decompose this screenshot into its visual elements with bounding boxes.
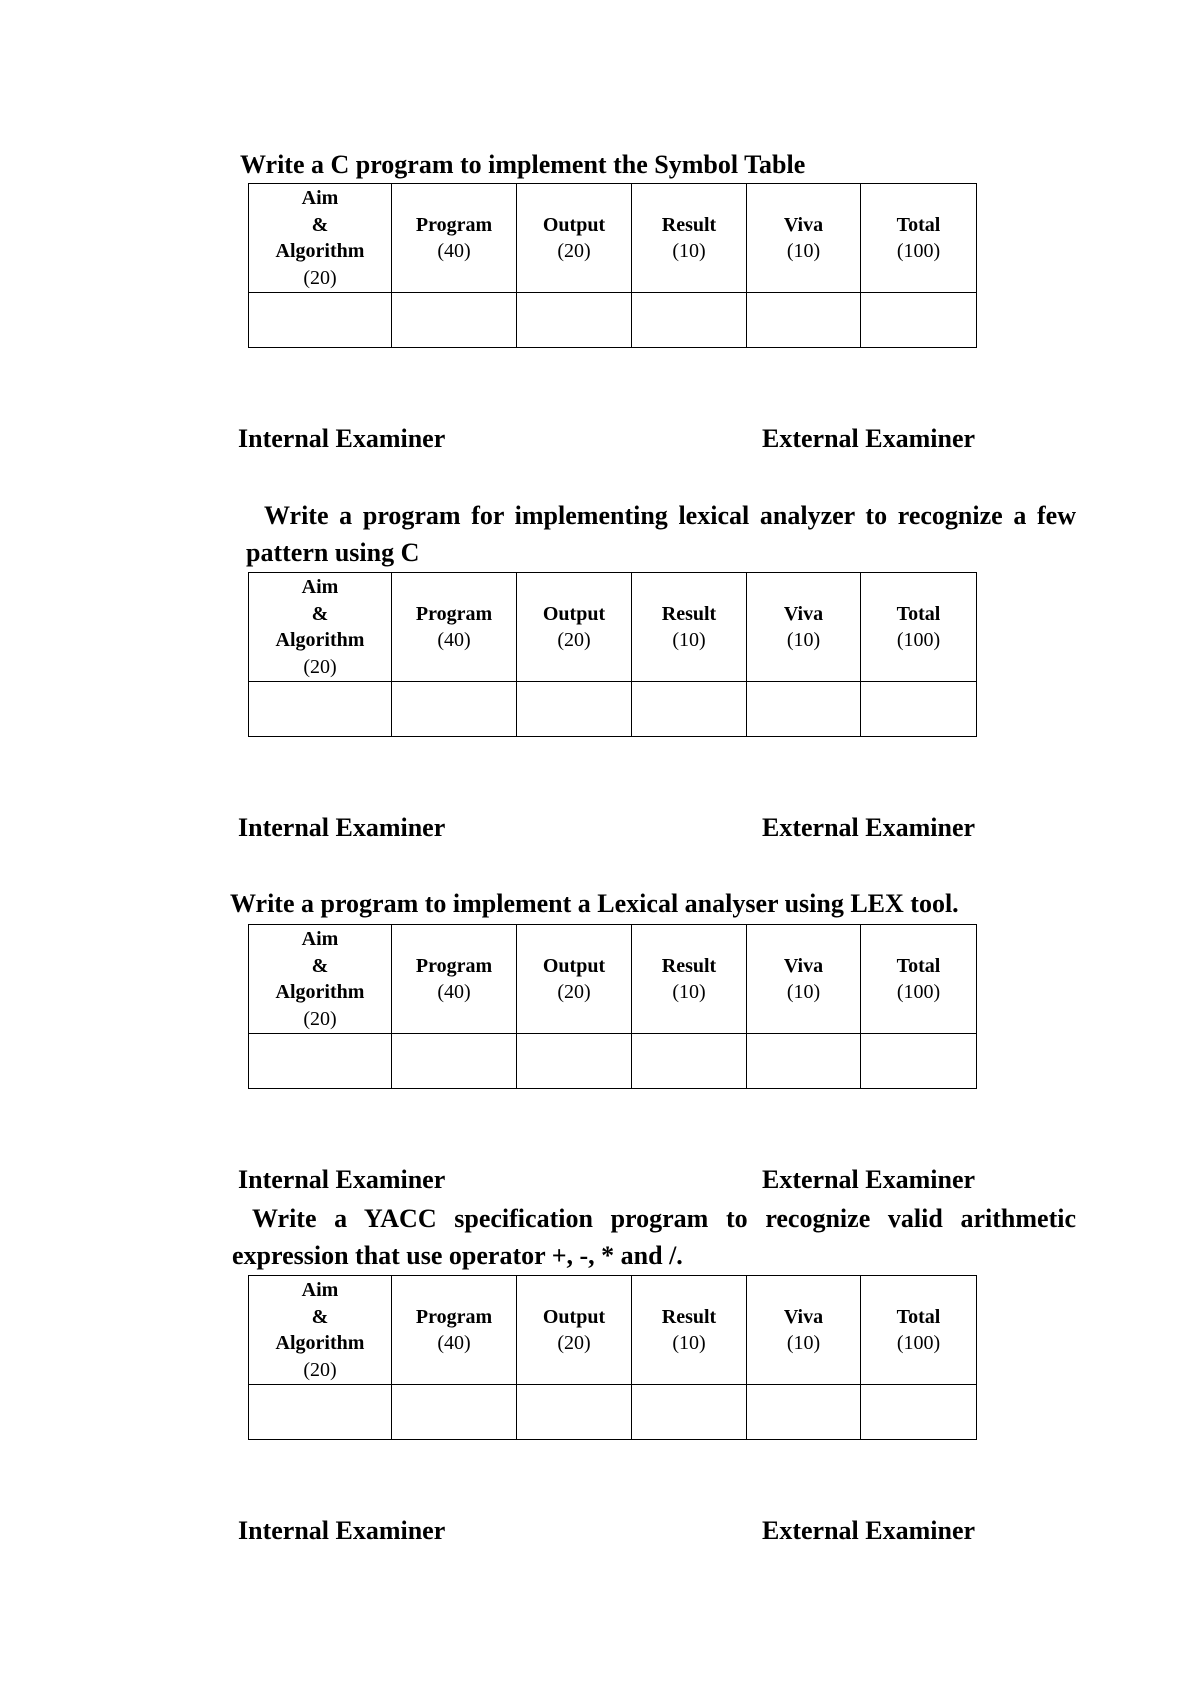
marks-entry-row — [249, 1385, 977, 1440]
mark-cell-total[interactable] — [861, 1034, 977, 1089]
header-aim-algorithm: Aim & Algorithm (20) — [249, 184, 392, 293]
header-viva: Viva (10) — [747, 925, 861, 1034]
mark-cell-program[interactable] — [392, 293, 517, 348]
mark-cell-total[interactable] — [861, 293, 977, 348]
header-total: Total (100) — [861, 925, 977, 1034]
marks-table — [248, 572, 977, 737]
mark-cell-viva[interactable] — [747, 1034, 861, 1089]
header-output: Output (20) — [517, 184, 632, 293]
mark-cell-output[interactable] — [517, 1385, 632, 1440]
mark-cell-output[interactable] — [517, 682, 632, 737]
mark-cell-program[interactable] — [392, 1385, 517, 1440]
marks-table — [248, 183, 977, 348]
mark-cell-aim[interactable] — [249, 293, 392, 348]
mark-cell-aim[interactable] — [249, 1385, 392, 1440]
header-result: Result (10) — [632, 573, 747, 682]
mark-cell-viva[interactable] — [747, 682, 861, 737]
external-examiner-label: External Examiner — [762, 424, 976, 453]
experiment-title: Write a program for implementing lexical analyzer to recognize a few pattern using C — [246, 501, 1076, 567]
marks-header-row — [249, 184, 977, 293]
header-aim-algorithm: Aim & Algorithm (20) — [249, 925, 392, 1034]
experiment-title: Write a YACC specification program to recognize valid arithmetic expression that use operator +, -, * and /. — [232, 1204, 1076, 1270]
external-examiner-label: External Examiner — [762, 813, 976, 842]
mark-cell-result[interactable] — [632, 1385, 747, 1440]
header-program: Program (40) — [392, 1276, 517, 1385]
internal-examiner-label: Internal Examiner — [238, 1165, 446, 1194]
mark-cell-result[interactable] — [632, 1034, 747, 1089]
header-output: Output (20) — [517, 925, 632, 1034]
mark-cell-aim[interactable] — [249, 682, 392, 737]
mark-cell-total[interactable] — [861, 682, 977, 737]
experiment-title: Write a C program to implement the Symbol Table — [240, 150, 806, 179]
marks-entry-row — [249, 682, 977, 737]
header-viva: Viva (10) — [747, 1276, 861, 1385]
mark-cell-total[interactable] — [861, 1385, 977, 1440]
header-result: Result (10) — [632, 184, 747, 293]
header-output: Output (20) — [517, 573, 632, 682]
header-viva: Viva (10) — [747, 573, 861, 682]
header-program: Program (40) — [392, 184, 517, 293]
header-output: Output (20) — [517, 1276, 632, 1385]
mark-cell-program[interactable] — [392, 682, 517, 737]
mark-cell-output[interactable] — [517, 1034, 632, 1089]
internal-examiner-label: Internal Examiner — [238, 424, 446, 453]
external-examiner-label: External Examiner — [762, 1516, 976, 1545]
header-result: Result (10) — [632, 925, 747, 1034]
mark-cell-aim[interactable] — [249, 1034, 392, 1089]
header-aim-algorithm: Aim & Algorithm (20) — [249, 573, 392, 682]
marks-header-row — [249, 1276, 977, 1385]
marks-header-row — [249, 925, 977, 1034]
header-total: Total (100) — [861, 1276, 977, 1385]
header-total: Total (100) — [861, 573, 977, 682]
mark-cell-viva[interactable] — [747, 1385, 861, 1440]
mark-cell-result[interactable] — [632, 293, 747, 348]
header-program: Program (40) — [392, 573, 517, 682]
mark-cell-output[interactable] — [517, 293, 632, 348]
mark-cell-result[interactable] — [632, 682, 747, 737]
experiment-title: Write a program to implement a Lexical analyser using LEX tool. — [230, 889, 959, 918]
external-examiner-label: External Examiner — [762, 1165, 976, 1194]
header-aim-algorithm: Aim & Algorithm (20) — [249, 1276, 392, 1385]
marks-header-row — [249, 573, 977, 682]
marks-table — [248, 924, 977, 1089]
header-viva: Viva (10) — [747, 184, 861, 293]
header-program: Program (40) — [392, 925, 517, 1034]
marks-table — [248, 1275, 977, 1440]
mark-cell-program[interactable] — [392, 1034, 517, 1089]
header-result: Result (10) — [632, 1276, 747, 1385]
header-total: Total (100) — [861, 184, 977, 293]
internal-examiner-label: Internal Examiner — [238, 1516, 446, 1545]
internal-examiner-label: Internal Examiner — [238, 813, 446, 842]
marks-entry-row — [249, 1034, 977, 1089]
mark-cell-viva[interactable] — [747, 293, 861, 348]
marks-entry-row — [249, 293, 977, 348]
